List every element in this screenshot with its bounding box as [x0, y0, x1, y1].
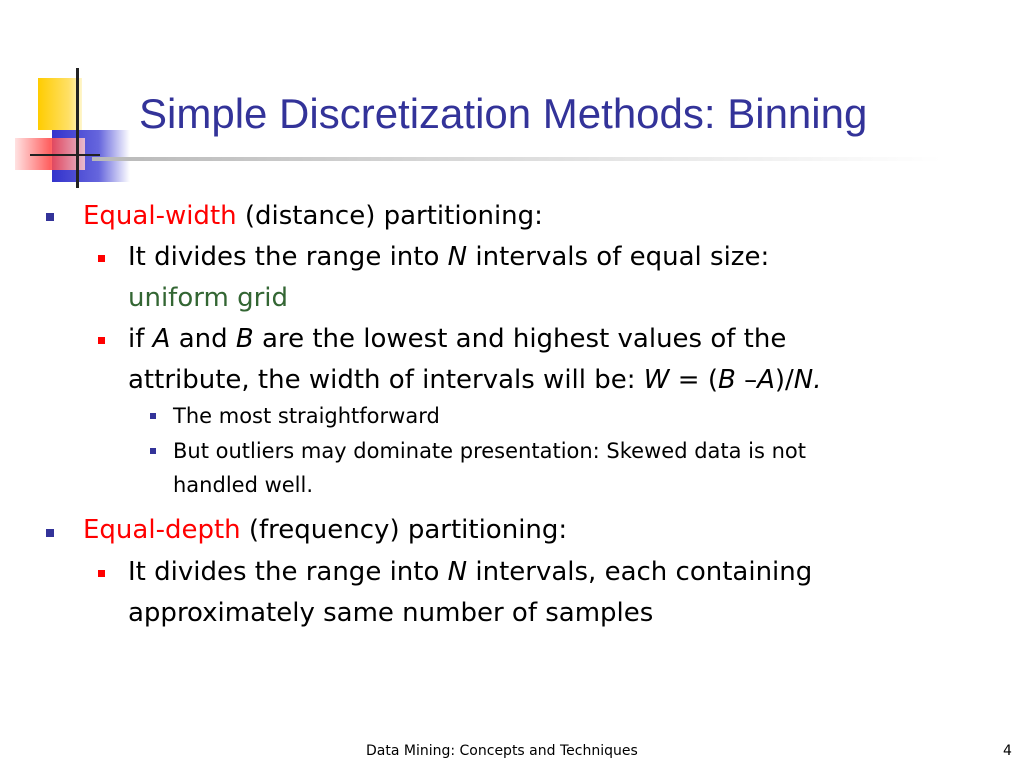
formula-minus: –: [735, 365, 758, 395]
bullet-square-icon: [98, 570, 105, 577]
bullet-square-icon: [150, 413, 156, 419]
bullet-text: (distance) partitioning:: [236, 201, 543, 231]
bullet-text: (frequency) partitioning:: [240, 515, 568, 545]
bullet-text: It divides the range into: [128, 557, 448, 587]
page-number: 4: [1003, 743, 1012, 759]
bullet-equal-depth: [83, 510, 567, 550]
keyword-equal-width: Equal-width: [83, 201, 237, 231]
formula-n: N.: [793, 365, 822, 395]
bullet-square-icon: [98, 337, 105, 344]
bullet-square-icon: [98, 255, 105, 262]
formula-b: B: [717, 365, 736, 395]
bullet-text: intervals of equal size:: [467, 242, 770, 272]
bullet-text: are the lowest and highest values of the: [253, 324, 787, 354]
sub-sub-bullet-outliers-cont: handled well.: [173, 473, 314, 497]
sub-bullet-equal-depth-cont: approximately same number of samples: [128, 598, 654, 628]
formula-divide: )/: [774, 365, 794, 395]
variable-b: B: [235, 324, 254, 354]
sub-sub-bullet-outliers: But outliers may dominate presentation: Skewed data is not: [173, 439, 807, 463]
formula-w: W: [643, 365, 670, 395]
sub-bullet-width-formula: [128, 319, 786, 359]
variable-n: N: [447, 557, 468, 587]
bullet-text: intervals, each containing: [467, 557, 813, 587]
bullet-text: and: [170, 324, 236, 354]
keyword-equal-depth: Equal-depth: [83, 515, 241, 545]
sub-sub-bullet-straightforward: The most straightforward: [173, 404, 440, 428]
sub-bullet-equal-depth: [128, 552, 812, 592]
bullet-square-icon: [150, 448, 156, 454]
variable-n: N: [447, 242, 468, 272]
formula-equals: = (: [669, 365, 718, 395]
bullet-text: if: [128, 324, 153, 354]
sub-bullet-equal-size: [128, 237, 769, 277]
variable-a: A: [152, 324, 171, 354]
bullet-text: attribute, the width of intervals will be:: [128, 365, 644, 395]
bullet-square-icon: [46, 529, 54, 537]
bullet-text: It divides the range into: [128, 242, 448, 272]
formula-a: A: [757, 365, 775, 395]
width-formula-line: [128, 360, 822, 400]
bullet-square-icon: [46, 213, 54, 221]
slide-footer: Data Mining: Concepts and Techniques: [366, 743, 638, 759]
bullet-equal-width: [83, 196, 543, 236]
uniform-grid-text: uniform grid: [128, 283, 288, 313]
slide-title: Simple Discretization Methods: Binning: [139, 90, 868, 137]
